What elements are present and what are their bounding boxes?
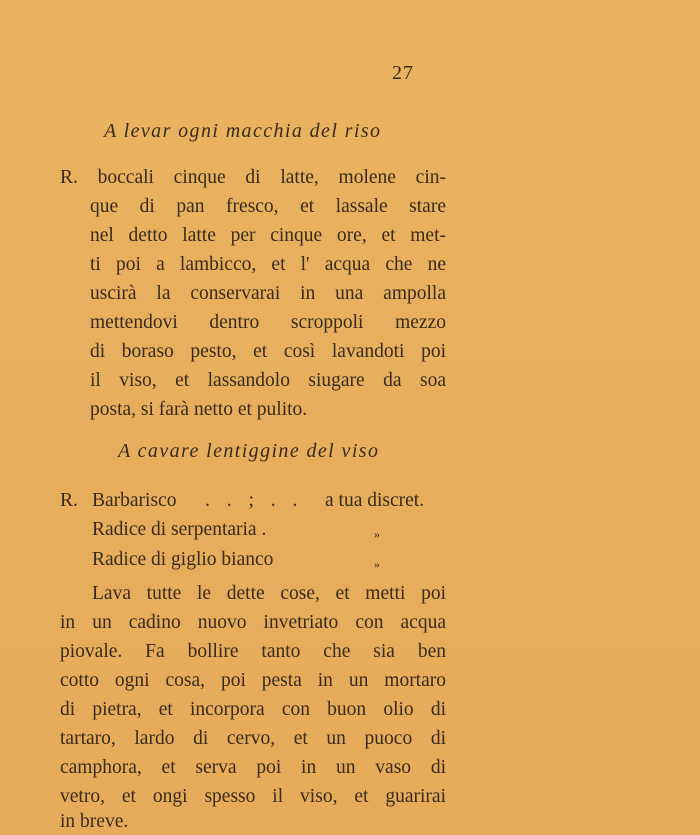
- text-line: que di pan fresco, et lassale stare: [90, 196, 446, 217]
- text-line: ti poi a lambicco, et l' acqua che ne: [90, 254, 446, 275]
- text-line: piovale. Fa bollire tanto che sia ben: [60, 641, 446, 662]
- section-title-remove-stains: A levar ogni macchia del riso: [104, 120, 382, 142]
- text-line: posta, si farà netto et pulito.: [90, 399, 308, 420]
- leader-dots: . . ; . .: [205, 490, 304, 511]
- ingredient-name: Radice di giglio bianco: [92, 549, 274, 570]
- page-number: 27: [392, 62, 414, 84]
- text-line: R. boccali cinque di latte, molene cin-: [60, 167, 446, 188]
- ditto-mark: »: [374, 527, 380, 541]
- text-line: in breve.: [60, 811, 129, 832]
- text-line: in un cadino nuovo invetriato con acqua: [60, 612, 446, 633]
- text-line: di pietra, et incorpora con buon olio di: [60, 699, 446, 720]
- text-line: il viso, et lassandolo siugare da soa: [90, 370, 446, 391]
- text-line: nel detto latte per cinque ore, et met-: [90, 225, 446, 246]
- text-line: tartaro, lardo di cervo, et un puoco di: [60, 728, 446, 749]
- text-line: di boraso pesto, et così lavandoti poi: [90, 341, 446, 362]
- section-title-remove-freckles: A cavare lentiggine del viso: [118, 440, 380, 462]
- text-line: uscirà la conservarai in una ampolla: [90, 283, 446, 304]
- ditto-mark: »: [374, 557, 380, 571]
- recipe-marker: R.: [60, 490, 78, 511]
- text-line: mettendovi dentro scroppoli mezzo: [90, 312, 446, 333]
- text-line: camphora, et serva poi in un vaso di: [60, 757, 446, 778]
- ingredient-name: Radice di serpentaria .: [92, 519, 267, 540]
- text-line: vetro, et ongi spesso il viso, et guarirai: [60, 786, 446, 807]
- text-line: cotto ogni cosa, poi pesta in un mortaro: [60, 670, 446, 691]
- ingredient-name: Barbarisco: [92, 490, 177, 511]
- text-line: Lava tutte le dette cose, et metti poi: [92, 583, 446, 604]
- ingredient-quantity: a tua discret.: [325, 490, 425, 511]
